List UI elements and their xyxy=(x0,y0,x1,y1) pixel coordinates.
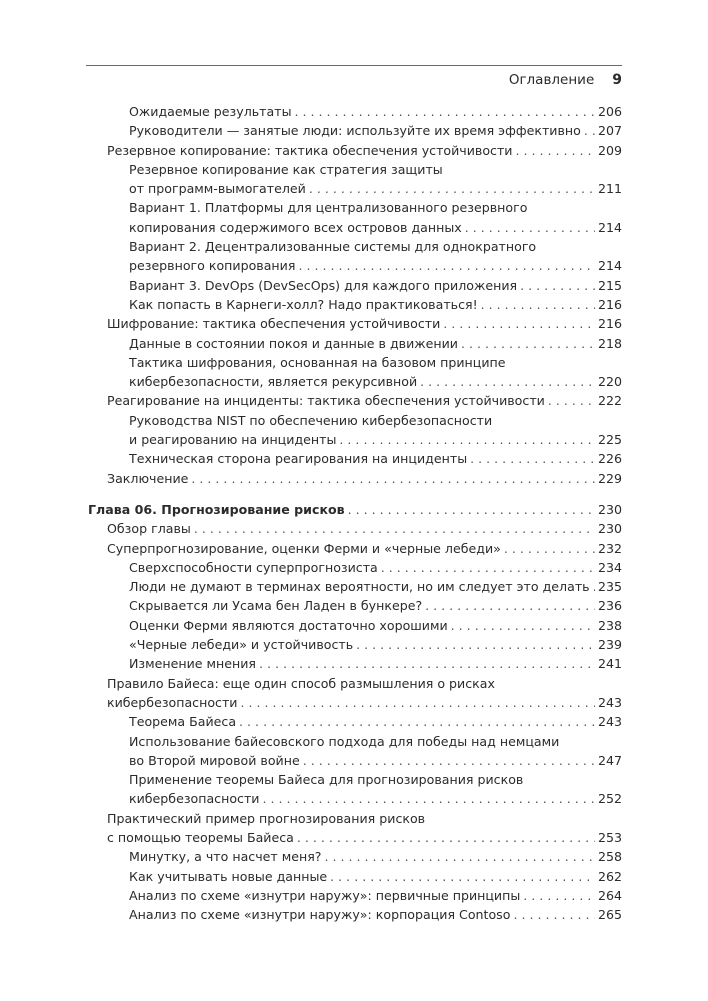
toc-page-number: 230 xyxy=(597,521,622,537)
dot-leader xyxy=(239,712,595,731)
dot-leader xyxy=(470,449,595,468)
dot-leader xyxy=(504,539,595,558)
toc-entry-line xyxy=(129,430,622,449)
toc-entry-line xyxy=(129,558,622,577)
toc-page-number: 239 xyxy=(597,637,622,653)
toc-entry-title: кибербезопасности xyxy=(107,694,238,710)
toc-entry-line xyxy=(129,732,622,751)
toc-entry-line xyxy=(129,867,622,886)
toc-page-number: 252 xyxy=(597,791,622,807)
toc-entry-title: «Черные лебеди» и устойчивость xyxy=(129,637,354,653)
toc-page-number: 262 xyxy=(597,868,622,884)
toc-entry-line xyxy=(129,635,622,654)
toc-entry[interactable] xyxy=(86,469,622,488)
dot-leader xyxy=(262,789,594,808)
dot-leader xyxy=(425,596,595,615)
toc-entry-line xyxy=(129,847,622,866)
toc-entry-line xyxy=(107,519,622,538)
toc-entry-title: с помощью теоремы Байеса xyxy=(107,829,294,845)
toc-chapter[interactable] xyxy=(86,500,622,519)
toc-page-number: 225 xyxy=(597,432,622,448)
toc-entry-line xyxy=(129,751,622,770)
dot-leader xyxy=(516,141,595,160)
toc-entry-line xyxy=(129,237,622,256)
toc-page-number: 243 xyxy=(597,714,622,730)
toc-entry-title: Вариант 1. Платформы для централизованного резервного xyxy=(129,200,528,216)
toc-page-number: 215 xyxy=(597,277,622,293)
toc-entry-title: резервного копирования xyxy=(129,258,296,274)
dot-leader xyxy=(443,314,595,333)
toc-entry[interactable] xyxy=(86,276,622,295)
toc-page-number: 253 xyxy=(597,829,622,845)
dot-leader xyxy=(298,256,595,275)
dot-leader xyxy=(330,867,595,886)
toc-entry-line xyxy=(107,828,622,847)
toc-entry-title: Оценки Ферми являются достаточно хорошими xyxy=(129,617,448,633)
toc-entry-title: и реагированию на инциденты xyxy=(129,432,337,448)
toc-entry[interactable] xyxy=(86,654,622,673)
toc-entry[interactable] xyxy=(86,295,622,314)
dot-leader xyxy=(194,519,595,538)
toc-page-number: 238 xyxy=(597,617,622,633)
toc-entry-line xyxy=(88,500,622,519)
toc-entry-line xyxy=(107,674,622,693)
toc-entry-title: Правило Байеса: еще один способ размышления о рисках xyxy=(107,675,495,691)
toc-entry-title: Скрывается ли Усама бен Ладен в бункере? xyxy=(129,598,423,614)
toc-entry-title: Резервное копирование: тактика обеспечения устойчивости xyxy=(107,142,513,158)
toc-entry-title: Реагирование на инциденты: тактика обеспечения устойчивости xyxy=(107,393,545,409)
toc-entry-title: Вариант 2. Децентрализованные системы для однократного xyxy=(129,239,537,255)
toc-entry-title: копирования содержимого всех островов данных xyxy=(129,219,462,235)
toc-entry-title: Техническая сторона реагирования на инциденты xyxy=(129,451,468,467)
toc-entry-title: от программ-вымогателей xyxy=(129,181,306,197)
toc-entry-title: Вариант 3. DevOps (DevSecOps) для каждого приложения xyxy=(129,277,518,293)
toc-entry-title: Глава 06. Прогнозирование рисков xyxy=(88,501,345,517)
toc-page-number: 220 xyxy=(597,374,622,390)
toc-entry-line xyxy=(129,295,622,314)
toc-entry-line xyxy=(129,179,622,198)
dot-leader xyxy=(420,372,595,391)
toc-entry[interactable] xyxy=(86,539,622,558)
dot-leader xyxy=(593,577,595,596)
toc-entry-title: Использование байесовского подхода для победы над немцами xyxy=(129,733,560,749)
dot-leader xyxy=(309,179,595,198)
toc-page-number: 241 xyxy=(597,656,622,672)
toc-page-number: 216 xyxy=(597,316,622,332)
page-number: 9 xyxy=(612,72,622,88)
toc-entry-line xyxy=(107,391,622,410)
toc-entry[interactable] xyxy=(86,847,622,866)
toc-entry-line xyxy=(129,789,622,808)
toc-entry-line xyxy=(107,693,622,712)
toc-entry-line xyxy=(129,654,622,673)
dot-leader xyxy=(481,295,595,314)
toc-entry[interactable] xyxy=(86,102,622,121)
toc-entry-line xyxy=(129,353,622,372)
dot-leader xyxy=(584,121,595,140)
toc-page-number: 232 xyxy=(597,540,622,556)
toc-entry[interactable] xyxy=(86,314,622,333)
dot-leader xyxy=(451,616,595,635)
toc-entry[interactable] xyxy=(86,712,622,731)
toc-entry-line xyxy=(129,334,622,353)
dot-leader xyxy=(513,905,595,924)
toc-entry[interactable] xyxy=(86,905,622,924)
toc-entry-line xyxy=(129,577,622,596)
dot-leader xyxy=(303,751,595,770)
toc-entry-line xyxy=(129,198,622,217)
dot-leader xyxy=(325,847,595,866)
toc-entry-line xyxy=(129,712,622,731)
dot-leader xyxy=(461,334,595,353)
toc-entry-title: во Второй мировой войне xyxy=(129,752,300,768)
toc-entry-line xyxy=(129,121,622,140)
toc-entry-title: Анализ по схеме «изнутри наружу»: первичные принципы xyxy=(129,887,521,903)
toc-entry-line xyxy=(129,276,622,295)
toc-page-number: 264 xyxy=(597,887,622,903)
toc-entry-title: Теорема Байеса xyxy=(129,714,237,730)
toc-page-number: 226 xyxy=(597,451,622,467)
toc-entry[interactable] xyxy=(86,867,622,886)
toc-entry[interactable] xyxy=(86,334,622,353)
toc-entry[interactable] xyxy=(86,635,622,654)
toc-entry-line xyxy=(129,102,622,121)
dot-leader xyxy=(356,635,595,654)
toc-entry-title: Данные в состоянии покоя и данные в движении xyxy=(129,335,458,351)
dot-leader xyxy=(523,886,595,905)
toc-page-number: 235 xyxy=(597,579,622,595)
toc-entry[interactable] xyxy=(86,886,622,905)
toc-page-number: 230 xyxy=(597,501,622,517)
toc-entry-title: Руководители — занятые люди: используйте их время эффективно xyxy=(129,123,581,139)
toc-entry-title: Обзор главы xyxy=(107,521,191,537)
toc-entry-line xyxy=(129,256,622,275)
dot-leader xyxy=(339,430,595,449)
dot-leader xyxy=(240,693,594,712)
toc-entry-title: Суперпрогнозирование, оценки Ферми и «черные лебеди» xyxy=(107,540,501,556)
toc-entry-title: Как попасть в Карнеги-холл? Надо практиковаться! xyxy=(129,296,478,312)
toc-entry-title: Сверхспособности суперпрогнозиста xyxy=(129,559,378,575)
toc-page-number: 222 xyxy=(597,393,622,409)
toc-entry-line xyxy=(129,596,622,615)
toc-entry-line xyxy=(129,160,622,179)
toc-entry-title: кибербезопасности xyxy=(129,791,260,807)
dot-leader xyxy=(259,654,595,673)
toc-entry-line xyxy=(129,886,622,905)
toc-page-number: 258 xyxy=(597,849,622,865)
toc-entry[interactable] xyxy=(86,237,622,276)
toc-entry-line xyxy=(107,141,622,160)
toc-entry-title: Резервное копирование как стратегия защиты xyxy=(129,161,443,177)
toc-page-number: 265 xyxy=(597,907,622,923)
toc-entry-line xyxy=(129,372,622,391)
toc-entry-title: Анализ по схеме «изнутри наружу»: корпорация Contoso xyxy=(129,907,511,923)
toc-entry[interactable] xyxy=(86,596,622,615)
toc-page-number: 236 xyxy=(597,598,622,614)
toc-entry-line xyxy=(129,411,622,430)
toc-page-number: 218 xyxy=(597,335,622,351)
toc-entry-line xyxy=(129,905,622,924)
toc-entry[interactable] xyxy=(86,558,622,577)
toc-page-number: 216 xyxy=(597,296,622,312)
toc-entry-title: Люди не думают в терминах вероятности, но им следует это делать xyxy=(129,579,590,595)
toc-page-number: 229 xyxy=(597,470,622,486)
toc-entry-line xyxy=(129,218,622,237)
dot-leader xyxy=(348,500,595,519)
toc-entry-line xyxy=(107,539,622,558)
toc-entry[interactable] xyxy=(86,121,622,140)
dot-leader xyxy=(465,218,595,237)
toc-page-number: 211 xyxy=(597,181,622,197)
toc-entry-title: Изменение мнения xyxy=(129,656,256,672)
toc-entry[interactable] xyxy=(86,391,622,410)
toc-entry-line xyxy=(129,616,622,635)
toc-entry[interactable] xyxy=(86,411,622,450)
toc-page-number: 243 xyxy=(597,694,622,710)
toc-entry-line xyxy=(129,449,622,468)
toc-entry[interactable] xyxy=(86,141,622,160)
running-header-title: Оглавление xyxy=(508,72,595,88)
toc-entry-title: Применение теоремы Байеса для прогнозирования рисков xyxy=(129,772,524,788)
table-of-contents xyxy=(86,102,622,924)
toc-entry[interactable] xyxy=(86,519,622,538)
toc-entry-title: Как учитывать новые данные xyxy=(129,868,328,884)
toc-entry-line xyxy=(129,770,622,789)
running-header xyxy=(509,72,622,88)
toc-entry-title: Ожидаемые результаты xyxy=(129,104,292,119)
toc-entry[interactable] xyxy=(86,198,622,237)
toc-entry[interactable] xyxy=(86,616,622,635)
toc-page-number: 207 xyxy=(597,123,622,139)
toc-entry[interactable] xyxy=(86,449,622,468)
dot-leader xyxy=(191,469,595,488)
toc-entry-line xyxy=(107,469,622,488)
toc-page-number: 214 xyxy=(597,258,622,274)
toc-entry-title: кибербезопасности, является рекурсивной xyxy=(129,374,418,390)
toc-entry-title: Тактика шифрования, основанная на базовом принципе xyxy=(129,354,506,370)
dot-leader xyxy=(297,828,595,847)
toc-page-number: 234 xyxy=(597,559,622,575)
toc-entry[interactable] xyxy=(86,770,622,809)
toc-entry-title: Руководства NIST по обеспечению кибербезопасности xyxy=(129,412,493,428)
toc-entry-title: Минутку, а что насчет меня? xyxy=(129,849,322,865)
toc-entry[interactable] xyxy=(86,674,622,713)
toc-page-number: 209 xyxy=(597,142,622,158)
toc-page-number: 247 xyxy=(597,752,622,768)
toc-entry[interactable] xyxy=(86,809,622,848)
toc-entry-line xyxy=(107,809,622,828)
toc-entry[interactable] xyxy=(86,577,622,596)
toc-entry-title: Шифрование: тактика обеспечения устойчивости xyxy=(107,316,441,332)
toc-page-number: 214 xyxy=(597,219,622,235)
toc-page-number: 206 xyxy=(597,104,622,119)
header-rule xyxy=(86,65,622,66)
dot-leader xyxy=(548,391,595,410)
toc-entry[interactable] xyxy=(86,732,622,771)
dot-leader xyxy=(520,276,595,295)
toc-entry[interactable] xyxy=(86,353,622,392)
toc-entry-line xyxy=(107,314,622,333)
dot-leader xyxy=(295,102,595,121)
toc-entry-title: Заключение xyxy=(107,470,189,486)
toc-entry[interactable] xyxy=(86,160,622,199)
toc-entry-title: Практический пример прогнозирования рисков xyxy=(107,810,426,826)
dot-leader xyxy=(381,558,595,577)
